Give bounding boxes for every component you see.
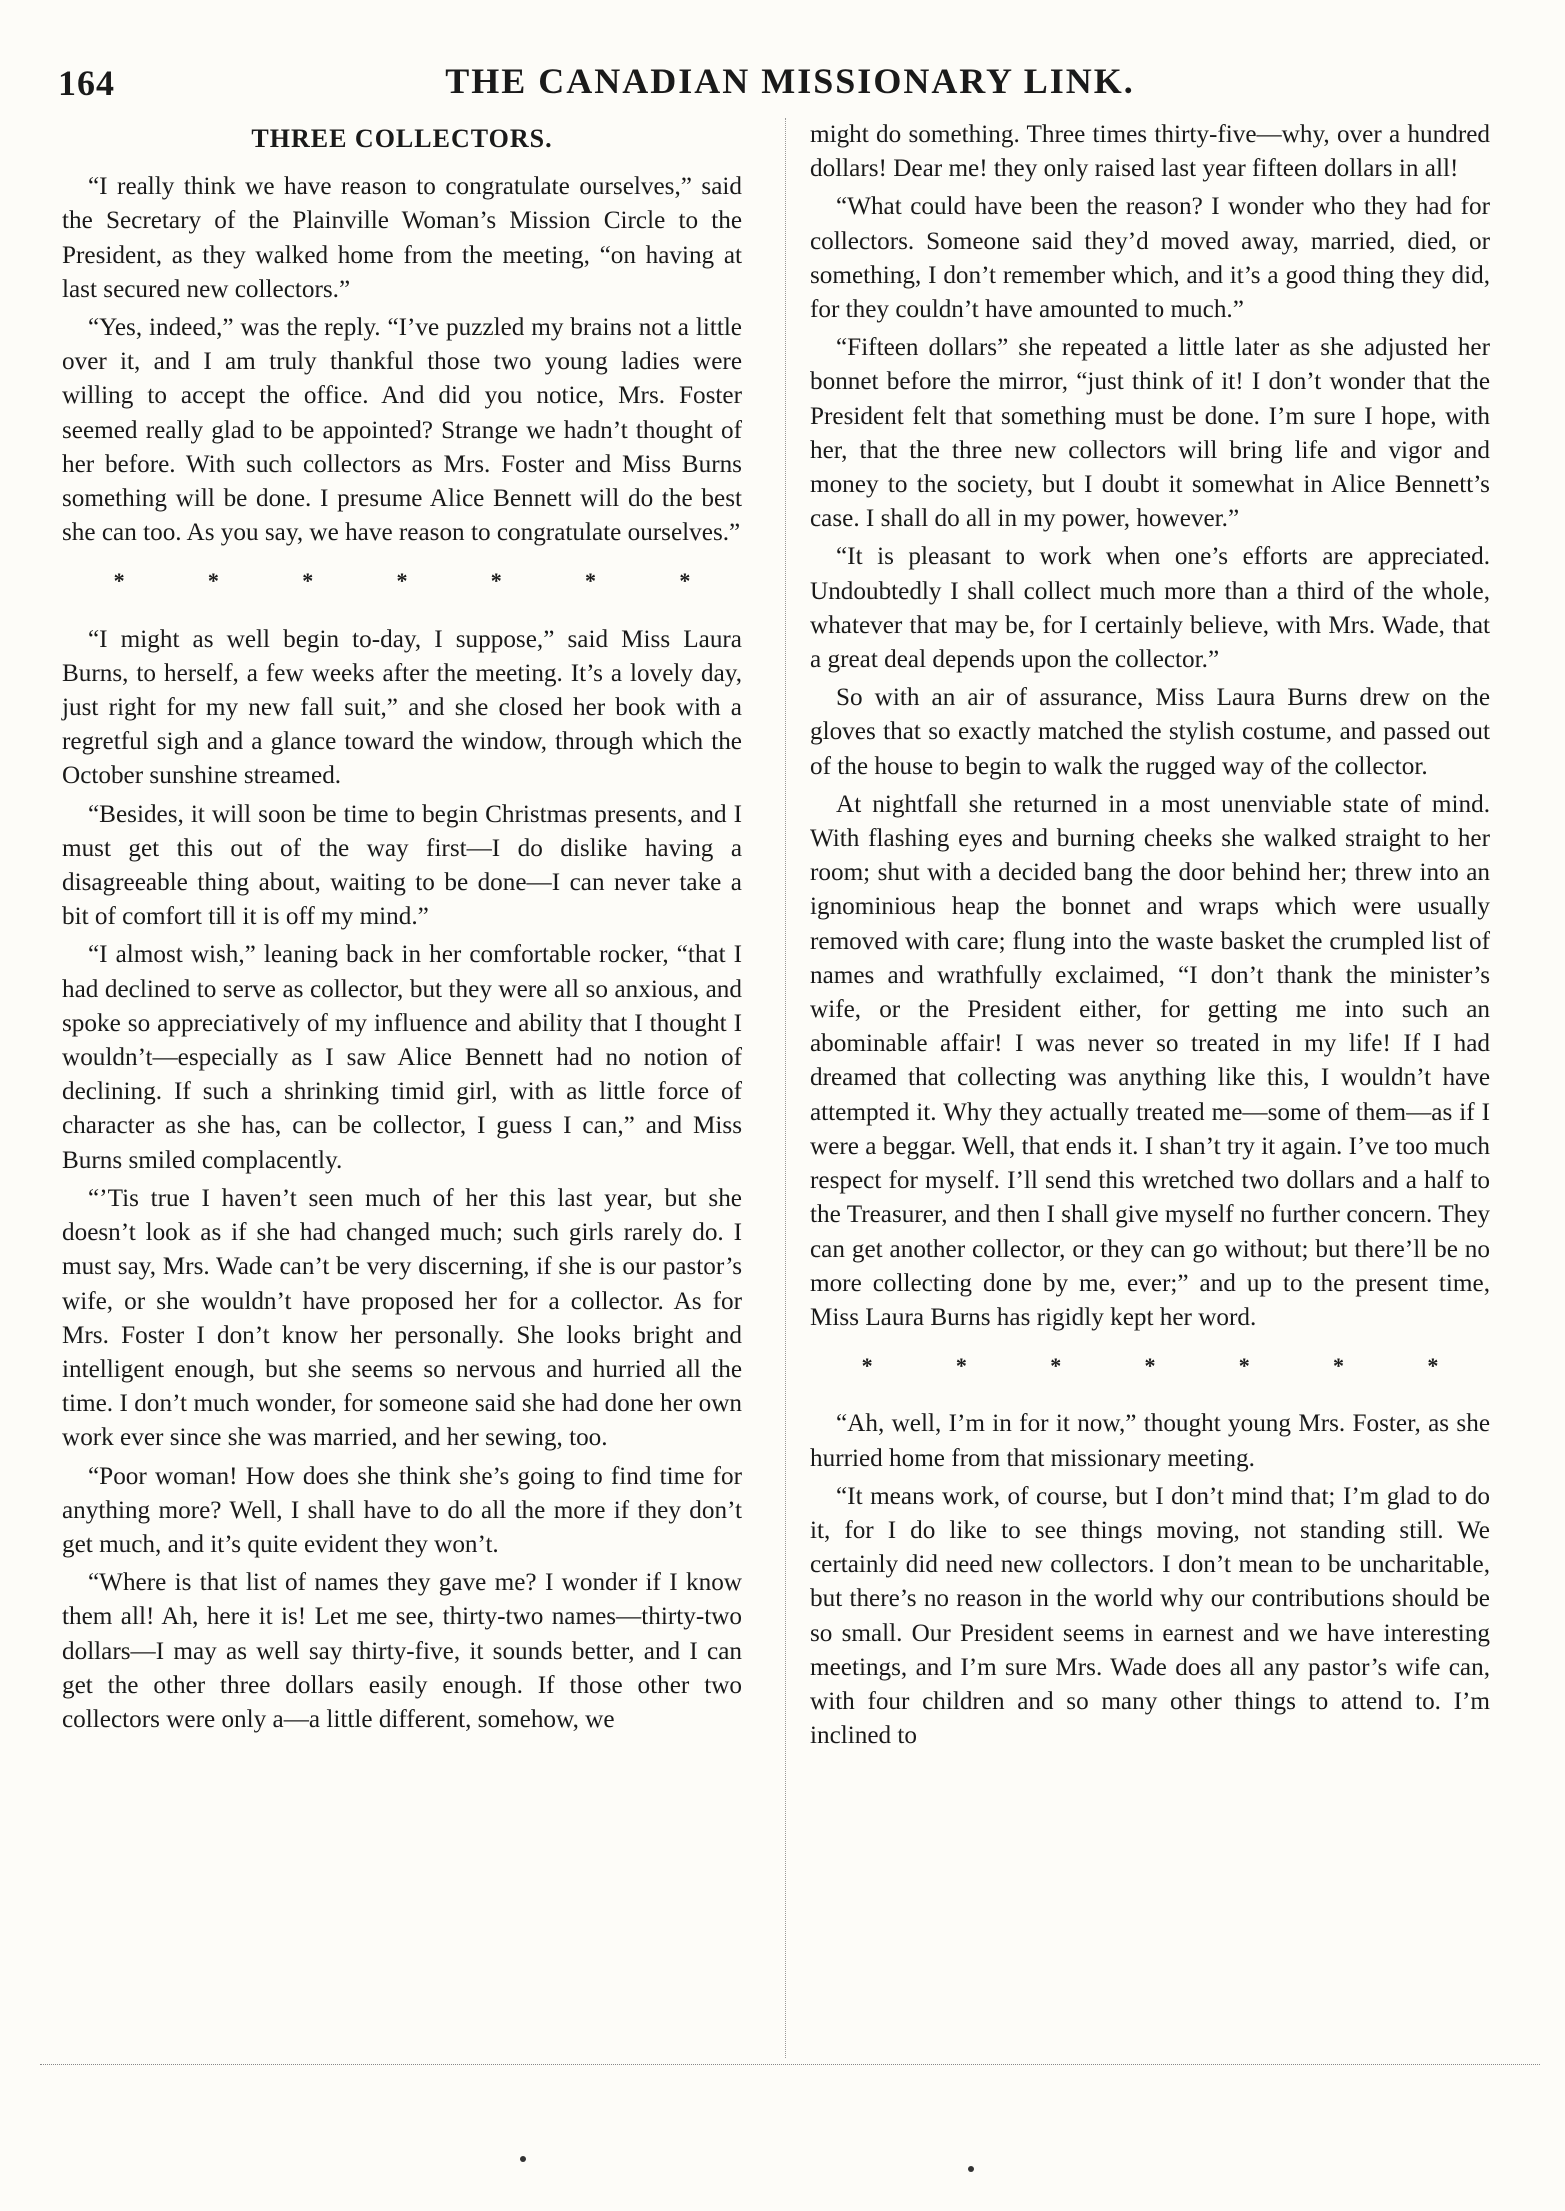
footer-rule: [40, 2064, 1540, 2065]
paragraph: So with an air of assurance, Miss Laura Burns drew on the gloves that so exactly matched the stylish costume, and passed out of the house to begin to walk the rugged way of the collector.: [810, 684, 1490, 780]
paragraph: At nightfall she returned in a most unenviable state of mind. With flashing eyes and burning cheeks she walked straight to her room; shut with a decided bang the door behind her; threw into an ignominious heap the bonnet and wraps which were usually removed with care; flung into the waste basket the crumpled list of names and wrathfully exclaimed, “I don’t thank the minister’s wife, or the President either, for getting me into such an abominable affair! I was never so treated in my life! If I had dreamed that collecting was anything like this, I wouldn’t have attempted it. Why they actually treated me—some of them—as if I were a beggar. Well, that ends it. I shan’t try it again. I’ve too much respect for myself. I’ll send this wretched two dollars and a half to the Treasurer, and then I shall give myself no further concern. They can get another collector, or they can go without; but there’ll be no more collecting done by me, ever;” and up to the present time, Miss Laura Burns has rigidly kept her word.: [810, 790, 1490, 1331]
paragraph: “Poor woman! How does she think she’s going to find time for anything more? Well, I shall have to do all the more if they don’t get much, and it’s quite evident they won’t.: [62, 1462, 742, 1558]
separator-star: *: [1333, 1353, 1345, 1379]
paragraph: “I really think we have reason to congratulate ourselves,” said the Secretary of the Plainville Woman’s Mission Circle to the President, as they walked home from the meeting, “on having at last secured new collectors.”: [62, 173, 742, 303]
paragraph: “What could have been the reason? I wonder who they had for collectors. Someone said they’d moved away, married, died, or something, I don’t remember which, and it’s a good thing they did, for they couldn’t have amounted to much.”: [810, 193, 1490, 324]
paragraph: “It is pleasant to work when one’s efforts are appreciated. Undoubtedly I shall collect much more than a third of the whole, whatever that may be, for I certainly believe, with Mrs. Wade, that a great deal depends upon the collector.”: [810, 543, 1490, 674]
separator-star: *: [113, 568, 125, 594]
paragraph: “Fifteen dollars” she repeated a little later as she adjusted her bonnet before the mirror, “just think of it! I don’t wonder that the President felt that something must be done. I’m sure I hope, with her, that the three new collectors will bring life and vigor and money to the society, but I doubt it somewhat in Alice Bennett’s case. I shall do all in my power, however.”: [810, 334, 1490, 533]
separator-star: *: [1144, 1353, 1156, 1379]
paragraph: “I almost wish,” leaning back in her comfortable rocker, “that I had declined to serve as collector, but they were all so anxious, and spoke so appreciatively of my influence and ability that I thought I wouldn’t—especially as I saw Alice Bennett had no notion of declining. If such a shrinking timid girl, with as little force of character as she has, can be collector, I guess I can,” and Miss Burns smiled complacently.: [62, 941, 742, 1174]
separator-star: *: [585, 568, 597, 594]
paragraph: “Ah, well, I’m in for it now,” thought young Mrs. Foster, as she hurried home from that missionary meeting.: [810, 1410, 1490, 1472]
paragraph: “Yes, indeed,” was the reply. “I’ve puzzled my brains not a little over it, and I am truly thankful those two young ladies were willing to accept the office. And did you notice, Mrs. Foster seemed really glad to be appointed? Strange we hadn’t thought of her before. With such collectors as Mrs. Foster and Miss Burns something will be done. I presume Alice Bennett will do the best she can too. As you say, we have reason to congratulate ourselves.”: [62, 314, 742, 547]
page-header: [40, 56, 1540, 112]
right-column: [810, 118, 1490, 1757]
separator-star: *: [955, 1353, 967, 1379]
paragraph: “’Tis true I haven’t seen much of her this last year, but she doesn’t look as if she had changed much; such girls rarely do. I must say, Mrs. Wade can’t be very discerning, if she is our pastor’s wife, or she wouldn’t have proposed her for a collector. As for Mrs. Foster I don’t know her personally. She looks bright and intelligent enough, but she seems so nervous and hurried all the time. I don’t much wonder, for someone said she had done her own work ever since she was married, and her sewing, too.: [62, 1184, 742, 1452]
separator-star: *: [302, 568, 314, 594]
separator-star: *: [679, 568, 691, 594]
separator-star: *: [1427, 1353, 1439, 1379]
section-separator: [820, 1349, 1480, 1383]
separator-star: *: [1050, 1353, 1062, 1379]
separator-star: *: [861, 1353, 873, 1379]
separator-star: *: [207, 568, 219, 594]
left-column: [62, 118, 742, 1741]
paragraph: “I might as well begin to-day, I suppose,” said Miss Laura Burns, to herself, a few weeks after the meeting. It’s a lovely day, just right for my new fall suit,” and she closed her book with a regretful sigh and a glance toward the window, through which the October sunshine streamed.: [62, 625, 742, 790]
column-divider: [785, 118, 786, 2058]
separator-star: *: [396, 568, 408, 594]
page-number: 164: [58, 63, 115, 103]
paragraph: “Besides, it will soon be time to begin Christmas presents, and I must get this out of the way first—I do dislike having a disagreeable thing about, waiting to be done—I can never take a bit of comfort till it is off my mind.”: [62, 800, 742, 931]
section-separator: [72, 564, 732, 598]
print-speck: [968, 2166, 974, 2172]
paragraph: might do something. Three times thirty-five—why, over a hundred dollars! Dear me! they only raised last year fifteen dollars in all!: [810, 121, 1490, 183]
paragraph: “It means work, of course, but I don’t mind that; I’m glad to do it, for I do like to see things moving, not standing still. We certainly did need new collectors. I don’t mean to be uncharitable, but there’s no reason in the world why our contributions should be so small. Our President seems in earnest and we have interesting meetings, and I’m sure Mrs. Wade does all any pastor’s wife can, with four children and so many other things to attend to. I’m inclined to: [810, 1482, 1490, 1750]
article-title: THREE COLLECTORS.: [251, 124, 553, 153]
running-head-title: THE CANADIAN MISSIONARY LINK.: [445, 61, 1135, 101]
paragraph: “Where is that list of names they gave me? I wonder if I know them all! Ah, here it is! Let me see, thirty-two names—thirty-two dollars—I may as well say thirty-five, it sounds better, and I can get the other three dollars easily enough. If those other two collectors were only a—a little different, somehow, we: [62, 1569, 742, 1733]
separator-star: *: [1238, 1353, 1250, 1379]
separator-star: *: [490, 568, 502, 594]
print-speck: [520, 2156, 526, 2162]
